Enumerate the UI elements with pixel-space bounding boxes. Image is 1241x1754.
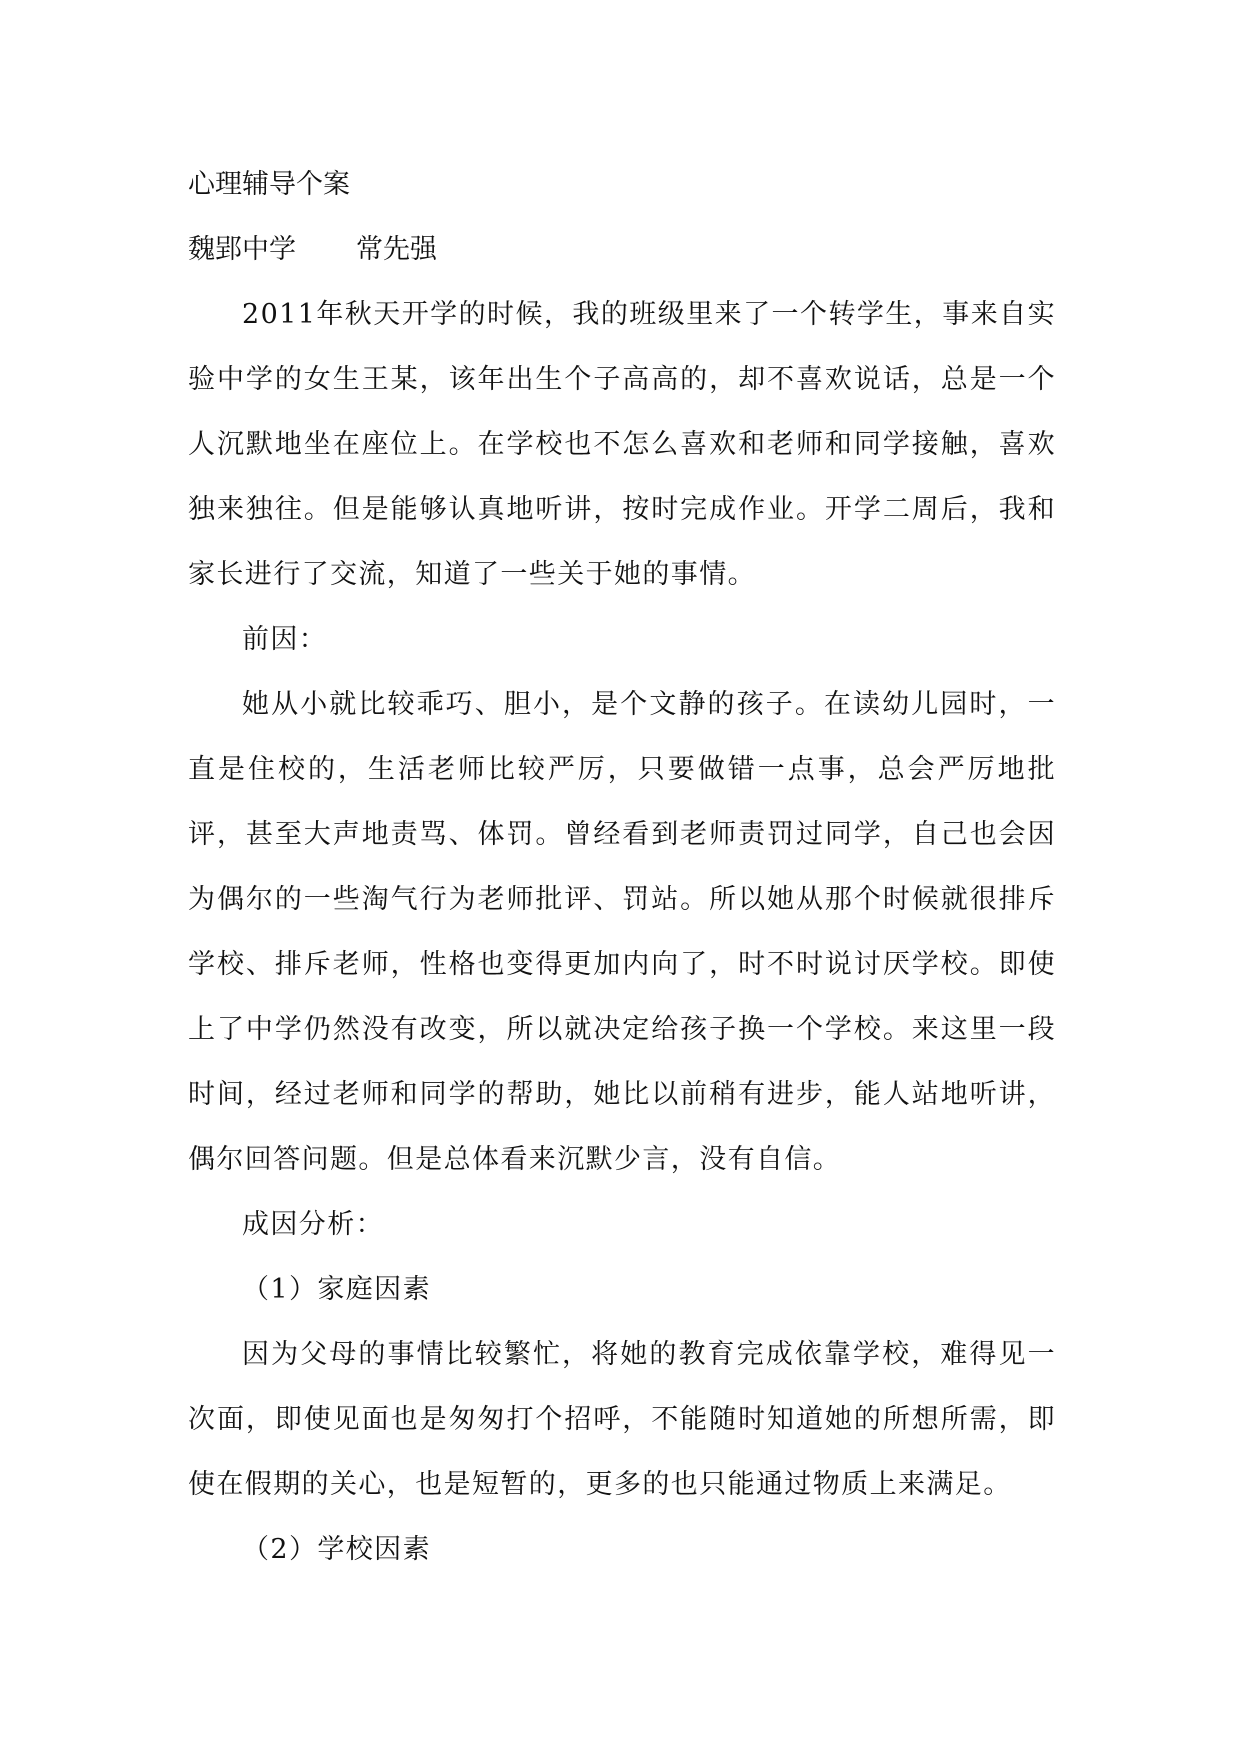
paragraph-background: 她从小就比较乖巧、胆小，是个文静的孩子。在读幼儿园时，一直是住校的，生活老师比较严厉，只要做错一点事，总会严厉地批评，甚至大声地责骂、体罚。曾经看到老师责罚过同学，自己也会因为偶尔的一些淘气行为老师批评、罚站。所以她从那个时候就很排斥学校、排斥老师，性格也变得更加内向了，时不时说讨厌学校。即使上了中学仍然没有改变，所以就决定给孩子换一个学校。来这里一段时间，经过老师和同学的帮助，她比以前稍有进步，能人站地听讲，偶尔回答问题。但是总体看来沉默少言，没有自信。 xyxy=(188,689,1056,1175)
heading-family-factor: （1）家庭因素 xyxy=(242,1274,431,1305)
document-title: 心理辅导个案 xyxy=(188,169,350,200)
heading-cause: 前因： xyxy=(242,624,328,655)
school-name: 魏郢中学 xyxy=(188,234,296,265)
paragraph-intro: 2011年秋天开学的时候，我的班级里来了一个转学生，事来自实验中学的女生王某，该年出生个子高高的，却不喜欢说话，总是一个人沉默地坐在座位上。在学校也不怎么喜欢和老师和同学接触，喜欢独来独往。但是能够认真地听讲，按时完成作业。开学二周后，我和家长进行了交流，知道了一些关于她的事情。 xyxy=(188,299,1056,590)
heading-school-factor: （2）学校因素 xyxy=(242,1534,431,1565)
heading-analysis: 成因分析： xyxy=(242,1209,384,1240)
author-line xyxy=(188,217,1056,282)
document-page xyxy=(188,152,1056,1582)
paragraph-family: 因为父母的事情比较繁忙，将她的教育完成依靠学校，难得见一次面，即使见面也是匆匆打个招呼，不能随时知道她的所想所需，即使在假期的关心，也是短暂的，更多的也只能通过物质上来满足。 xyxy=(188,1339,1056,1500)
author-name: 常先强 xyxy=(356,234,437,265)
